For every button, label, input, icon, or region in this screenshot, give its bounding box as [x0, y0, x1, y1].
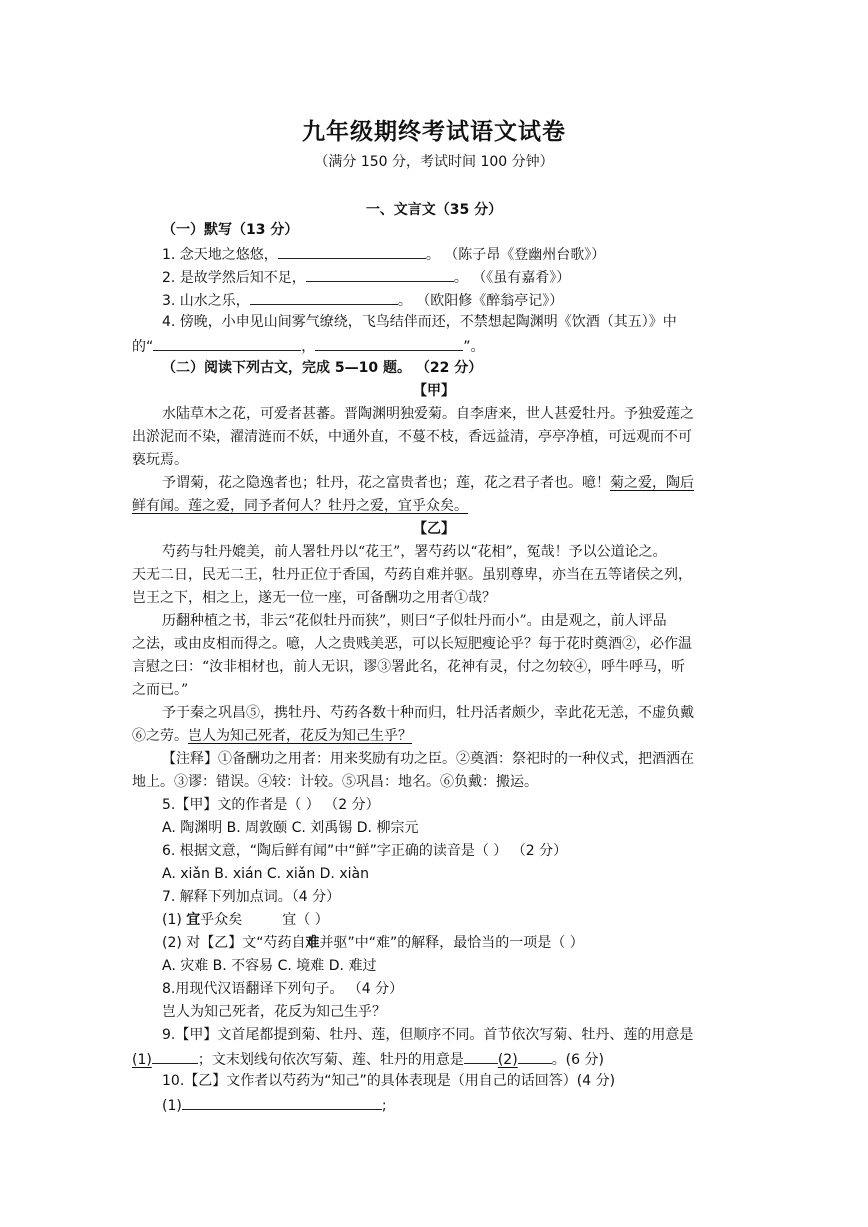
- underlined-sentence: 菊之爱，陶后: [610, 475, 694, 491]
- passage-yi-line: 予于秦之巩昌⑤，携牡丹、芍药各数十种而归，牡丹活者颇少，幸此花无恙，不虚负戴: [162, 705, 694, 721]
- passage-jia-label: 【甲】: [413, 383, 455, 399]
- passage-yi-line: 芍药与牡丹媲美，前人署牡丹以“花王”，署芍药以“花相”，冤哉！予以公道论之。: [162, 544, 667, 560]
- question-text: 。(6 分): [551, 1052, 604, 1068]
- answer-blank: [315, 335, 463, 351]
- passage-jia-line: 水陆草木之花，可爱者甚蕃。晋陶渊明独爱菊。自李唐来，世人甚爱牡丹。予独爱莲之: [162, 406, 694, 422]
- exam-subtitle: （满分 150 分，考试时间 100 分钟）: [314, 154, 554, 170]
- answer-blank: [278, 243, 426, 259]
- answer-blank-label: (1): [132, 1052, 152, 1068]
- question-text: ；文末划线句依次写菊、莲、牡丹的用意是: [197, 1052, 464, 1068]
- question-3-text: 3. 山水之乐，: [162, 293, 250, 309]
- question-3-end: 。 （欧阳修《醉翁亭记》）: [397, 293, 564, 309]
- answer-blank: [182, 1094, 382, 1110]
- passage-yi-line: 之而已。”: [132, 682, 189, 698]
- question-1-end: 。 （陈子昂《登幽州台歌》）: [425, 247, 606, 263]
- passage-jia-line: 亵玩焉。: [132, 452, 188, 468]
- answer-blank-label: (2): [497, 1052, 518, 1068]
- answer-blank: [250, 289, 398, 305]
- question-8-sentence: 岂人为知己死者，花反为知己生乎？: [162, 1004, 386, 1020]
- underlined-sentence: 鲜有闻。莲之爱，同予者何人？牡丹之爱，宜乎众矣。: [132, 498, 468, 514]
- question-text: 宜（ ）: [282, 912, 329, 928]
- passage-yi-line: 言慰之曰：“汝非相材也，前人无识，谬③署此名，花神有灵，付之勿较④，呼牛呼马，听: [132, 659, 686, 675]
- answer-blank: [152, 1048, 198, 1064]
- question-7-2: [162, 933, 584, 953]
- passage-yi-line: 之法，或由皮相而得之。噫，人之贵贱美恶，可以长短肥瘦论乎？每于花时奠酒②，必作温: [132, 636, 692, 652]
- section-title: 一、文言文（35 分）: [365, 202, 503, 218]
- passage-text: 予谓菊，花之隐逸者也；牡丹，花之富贵者也；莲，花之君子者也。噫！: [162, 475, 610, 491]
- part1-title: （一）默写（13 分）: [162, 222, 299, 238]
- question-3: [162, 289, 563, 311]
- answer-blank-label: (1): [162, 1098, 182, 1114]
- question-5-options: A. 陶渊明 B. 周敦颐 C. 刘禹锡 D. 柳宗元: [162, 820, 419, 836]
- question-1: [162, 243, 605, 265]
- question-8: 8.用现代汉语翻译下列句子。 （4 分）: [162, 981, 404, 997]
- question-6-options: A. xiǎn B. xián C. xiǎn D. xiàn: [162, 866, 369, 882]
- question-10-1: [162, 1094, 387, 1116]
- answer-blank: [518, 1048, 552, 1064]
- question-2-text: 2. 是故学然后知不足，: [162, 270, 306, 286]
- question-4-open: 的“: [132, 339, 154, 355]
- dotted-word: 难: [305, 935, 320, 951]
- passage-yi-label: 【乙】: [413, 521, 455, 537]
- annotation-line: 地上。③谬：错误。④较：计较。⑤巩昌：地名。⑥负戴：搬运。: [132, 774, 538, 790]
- question-7-1: [162, 910, 329, 930]
- question-7: 7. 解释下列加点词。（4 分）: [162, 889, 341, 905]
- question-4-line-1: 4. 傍晚，小申见山间雾气缭绕，飞鸟结伴而还，不禁想起陶渊明《饮酒（其五）》中: [162, 314, 677, 330]
- question-text: (1): [162, 912, 187, 928]
- question-2: [162, 266, 570, 288]
- question-4-line-2: [132, 335, 485, 357]
- passage-yi-line: 天无二日，民无二王，牡丹正位于香国，芍药自难并驱。虽别尊卑，亦当在五等诸侯之列，: [132, 567, 692, 583]
- question-6: 6. 根据文意，“陶后鲜有闻”中“鲜”字正确的读音是（ ） （2 分）: [162, 843, 568, 859]
- passage-jia-line: 出淤泥而不染，濯清涟而不妖，中通外直，不蔓不枝，香远益清，亭亭净植，可远观而不可: [132, 429, 692, 445]
- question-9: 9.【甲】文首尾都提到菊、牡丹、莲，但顺序不同。首节依次写菊、牡丹、莲的用意是: [162, 1027, 694, 1043]
- question-text: ;: [381, 1098, 387, 1114]
- passage-text: ⑥之劳。: [132, 728, 188, 744]
- answer-blank: [464, 1048, 498, 1064]
- question-7-options: A. 灾难 B. 不容易 C. 境难 D. 难过: [162, 958, 377, 974]
- dotted-word: 宜: [186, 912, 201, 928]
- passage-yi-line: [132, 726, 412, 746]
- question-text: (2) 对【乙】文“芍药自: [162, 935, 306, 951]
- question-9-line-2: [132, 1048, 604, 1070]
- question-1-text: 1. 念天地之悠悠，: [162, 247, 278, 263]
- question-4-comma: ，: [301, 339, 316, 355]
- annotation-line: 【注释】①备酬功之用者：用来奖励有功之臣。②奠酒：祭祀时的一种仪式，把酒洒在: [162, 751, 694, 767]
- part2-title: （二）阅读下列古文，完成 5—10 题。 （22 分）: [162, 360, 483, 376]
- question-2-end: 。 （《虽有嘉肴》）: [453, 270, 571, 286]
- passage-yi-line: 历翻种植之书，非云“花似牡丹而狭”，则曰“子似牡丹而小”。由是观之，前人评品: [162, 613, 667, 629]
- question-4-close: ”。: [463, 339, 485, 355]
- underlined-sentence: 岂人为知己死者，花反为知己生乎？: [188, 728, 412, 744]
- passage-jia-line: [162, 473, 694, 493]
- question-10: 10.【乙】文作者以芍药为“知己”的具体表现是（用自己的话回答）(4 分): [162, 1073, 616, 1089]
- question-5: 5.【甲】文的作者是（ ） （2 分）: [162, 797, 380, 813]
- exam-title: 九年级期终考试语文试卷: [302, 119, 566, 145]
- passage-yi-line: 岂王之下，相之上，遂无一位一座，可备酬功之用者①哉？: [132, 590, 496, 606]
- answer-blank: [153, 335, 301, 351]
- question-text: 乎众矣: [200, 912, 243, 928]
- question-text: 并驱”中“难”的解释，最恰当的一项是（ ）: [319, 935, 584, 951]
- answer-blank: [306, 266, 454, 282]
